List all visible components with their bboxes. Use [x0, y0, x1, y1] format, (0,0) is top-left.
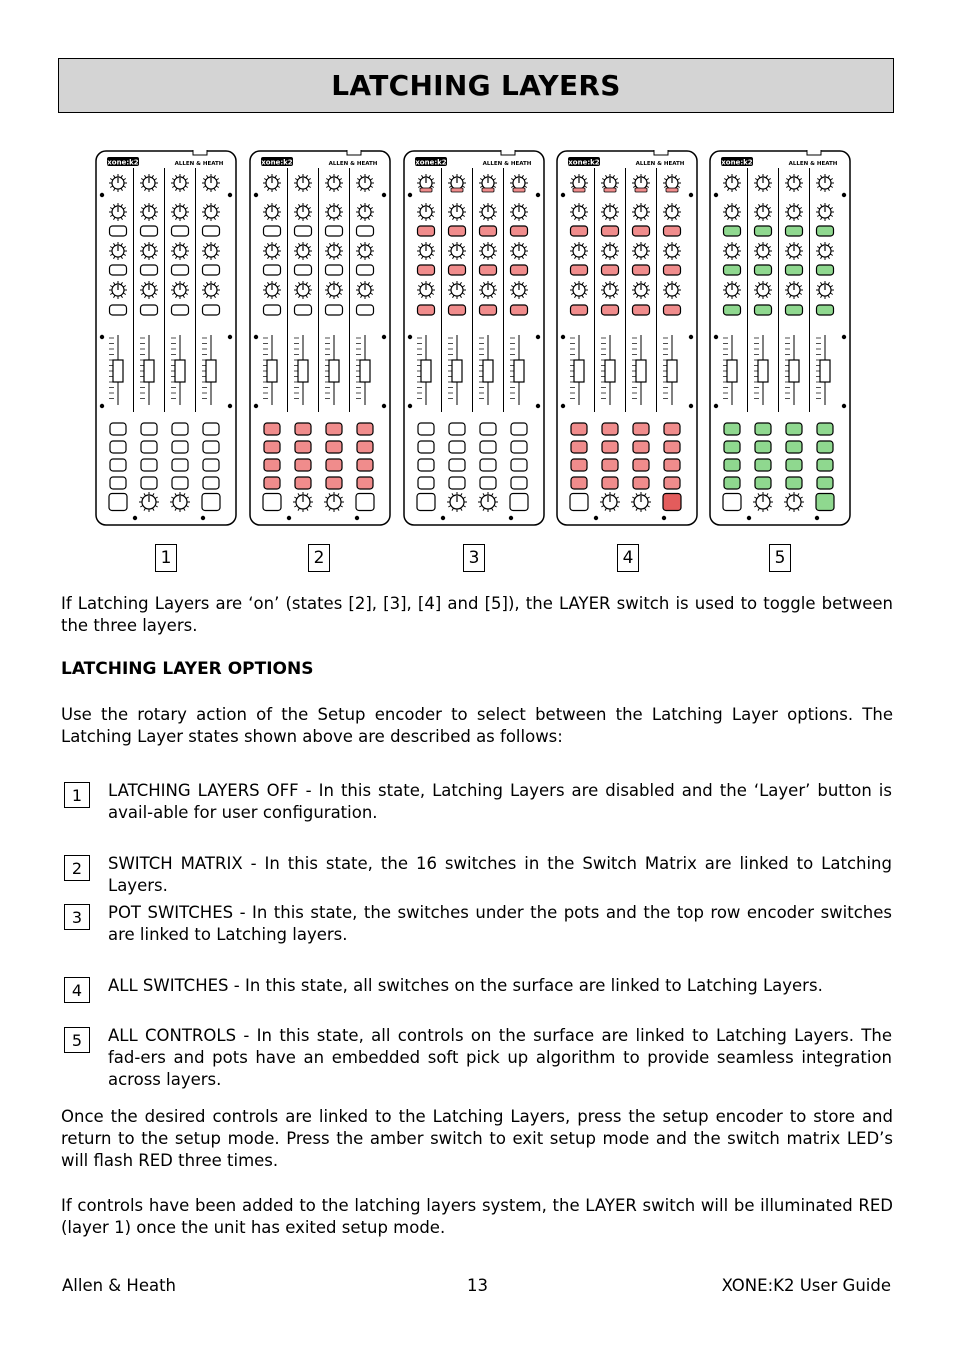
option-text: POT SWITCHES - In this state, the switches under the pots and the top row encoder switches are linked to Latching layers. — [108, 903, 892, 944]
usb-tab — [501, 150, 515, 155]
pot-switch — [511, 226, 528, 236]
option-item — [64, 780, 892, 824]
screw-dot — [689, 335, 693, 339]
exit-setup-button — [510, 494, 528, 511]
screw-dot — [287, 516, 291, 520]
fader-cap — [175, 360, 185, 382]
fader-cap — [483, 360, 493, 382]
matrix-switch — [817, 477, 833, 489]
pot-switch — [602, 226, 619, 236]
matrix-switch — [203, 423, 219, 435]
fader-cap — [329, 360, 339, 382]
pot-switch — [786, 226, 803, 236]
matrix-switch — [480, 477, 496, 489]
fader-cap — [267, 360, 277, 382]
screw-dot — [536, 335, 540, 339]
matrix-switch — [817, 423, 833, 435]
fader-cap — [758, 360, 768, 382]
matrix-switch — [724, 441, 740, 453]
matrix-switch — [724, 459, 740, 471]
brand-text: xone:k2 — [261, 158, 293, 167]
matrix-switch — [172, 423, 188, 435]
matrix-switch — [633, 477, 649, 489]
device-illustration — [249, 150, 391, 526]
matrix-switch — [511, 459, 527, 471]
matrix-switch — [480, 441, 496, 453]
pot-switch — [724, 265, 741, 275]
layer-paragraph: If controls have been added to the latching layers system, the LAYER switch will be illuminated RED (layer 1) once the unit has exited setup mode. — [61, 1196, 893, 1237]
matrix-switch — [449, 477, 465, 489]
matrix-switch — [110, 441, 126, 453]
footer-right: XONE:K2 User Guide — [721, 1276, 891, 1295]
pot-switch — [664, 226, 681, 236]
matrix-switch — [449, 441, 465, 453]
matrix-switch — [480, 459, 496, 471]
matrix-switch — [602, 459, 618, 471]
state-number-label: 4 — [617, 544, 639, 572]
pot-switch — [172, 265, 189, 275]
matrix-switch — [633, 441, 649, 453]
exit-setup-button — [356, 494, 374, 511]
screw-dot — [133, 516, 137, 520]
pot-switch — [295, 265, 312, 275]
screw-dot — [408, 404, 412, 408]
matrix-switch — [326, 441, 342, 453]
fader-cap — [514, 360, 524, 382]
pot-switch — [480, 305, 497, 315]
matrix-switch — [633, 423, 649, 435]
pot-switch — [755, 265, 772, 275]
pot-switch — [141, 305, 158, 315]
screw-dot — [254, 335, 258, 339]
footer-left: Allen & Heath — [62, 1276, 177, 1295]
screw-dot — [382, 193, 386, 197]
maker-text: ALLEN & HEATH — [328, 161, 378, 167]
matrix-switch — [571, 459, 587, 471]
pot-switch — [357, 226, 374, 236]
state-number-label: 2 — [308, 544, 330, 572]
option-item — [64, 975, 892, 1000]
encoder-switch-led — [635, 188, 647, 192]
matrix-switch — [418, 477, 434, 489]
matrix-switch — [602, 423, 618, 435]
screw-dot — [382, 404, 386, 408]
screw-dot — [355, 516, 359, 520]
fader-cap — [574, 360, 584, 382]
option-number-box: 2 — [64, 855, 90, 881]
fader-cap — [727, 360, 737, 382]
pot-switch — [203, 226, 220, 236]
screw-dot — [662, 516, 666, 520]
pot-switch — [172, 305, 189, 315]
screw-dot — [536, 404, 540, 408]
pot-switch — [326, 265, 343, 275]
matrix-switch — [357, 441, 373, 453]
matrix-switch — [172, 441, 188, 453]
matrix-switch — [110, 459, 126, 471]
matrix-switch — [449, 459, 465, 471]
matrix-switch — [418, 459, 434, 471]
pot-switch — [418, 305, 435, 315]
page-title-box — [58, 58, 894, 113]
matrix-switch — [511, 477, 527, 489]
matrix-switch — [203, 477, 219, 489]
matrix-switch — [326, 423, 342, 435]
screw-dot — [536, 193, 540, 197]
matrix-switch — [110, 477, 126, 489]
matrix-switch — [664, 441, 680, 453]
pot-switch — [817, 265, 834, 275]
pot-switch — [172, 226, 189, 236]
fader-cap — [636, 360, 646, 382]
option-number-box: 4 — [64, 977, 90, 1003]
fader-cap — [421, 360, 431, 382]
encoder-switch-led — [420, 188, 432, 192]
state-number-label: 1 — [155, 544, 177, 572]
pot-switch — [203, 265, 220, 275]
option-number-box: 3 — [64, 904, 90, 930]
matrix-switch — [817, 459, 833, 471]
device-illustration — [403, 150, 545, 526]
matrix-switch — [755, 423, 771, 435]
pot-switch — [449, 265, 466, 275]
matrix-switch — [264, 477, 280, 489]
screw-dot — [408, 335, 412, 339]
pot-switch — [571, 265, 588, 275]
state-number-label: 3 — [463, 544, 485, 572]
screw-dot — [594, 516, 598, 520]
pot-switch — [786, 265, 803, 275]
fader-cap — [360, 360, 370, 382]
pot-switch — [264, 265, 281, 275]
pot-switch — [295, 305, 312, 315]
matrix-switch — [664, 477, 680, 489]
matrix-switch — [326, 477, 342, 489]
matrix-switch — [817, 441, 833, 453]
maker-text: ALLEN & HEATH — [174, 161, 224, 167]
layer-button — [263, 494, 281, 511]
options-intro-paragraph: Use the rotary action of the Setup encoder to select between the Latching Layer options. The Latching Layer states shown above are described as follows: — [61, 705, 893, 746]
fader-cap — [113, 360, 123, 382]
pot-switch — [817, 305, 834, 315]
matrix-switch — [172, 477, 188, 489]
layer-button — [417, 494, 435, 511]
matrix-switch — [786, 459, 802, 471]
exit-setup-button — [816, 494, 834, 511]
option-number-box: 5 — [64, 1027, 90, 1053]
pot-switch — [571, 226, 588, 236]
matrix-switch — [786, 441, 802, 453]
pot-switch — [110, 305, 127, 315]
matrix-switch — [141, 459, 157, 471]
matrix-switch — [326, 459, 342, 471]
pot-switch — [664, 305, 681, 315]
pot-switch — [786, 305, 803, 315]
matrix-switch — [295, 459, 311, 471]
pot-switch — [633, 305, 650, 315]
matrix-switch — [141, 423, 157, 435]
screw-dot — [689, 193, 693, 197]
fader-cap — [667, 360, 677, 382]
pot-switch — [724, 305, 741, 315]
brand-text: xone:k2 — [107, 158, 139, 167]
exit-setup-button — [663, 494, 681, 511]
screw-dot — [842, 404, 846, 408]
matrix-switch — [571, 423, 587, 435]
encoder-switch-led — [604, 188, 616, 192]
pot-switch — [480, 226, 497, 236]
matrix-switch — [295, 441, 311, 453]
brand-text: xone:k2 — [568, 158, 600, 167]
pot-switch — [633, 226, 650, 236]
matrix-switch — [110, 423, 126, 435]
screw-dot — [561, 404, 565, 408]
screw-dot — [228, 404, 232, 408]
usb-tab — [654, 150, 668, 155]
pot-switch — [602, 305, 619, 315]
matrix-switch — [571, 477, 587, 489]
pot-switch — [664, 265, 681, 275]
pot-switch — [602, 265, 619, 275]
device-illustration — [709, 150, 851, 526]
state-number-label: 5 — [769, 544, 791, 572]
pot-switch — [418, 265, 435, 275]
fader-cap — [144, 360, 154, 382]
intro-paragraph: If Latching Layers are ‘on’ (states [2], [3], [4] and [5]), the LAYER switch is used to toggle between the three layers. — [61, 594, 893, 635]
layer-button — [570, 494, 588, 511]
pot-switch — [326, 305, 343, 315]
screw-dot — [100, 335, 104, 339]
pot-switch — [449, 226, 466, 236]
pot-switch — [141, 265, 158, 275]
matrix-switch — [172, 459, 188, 471]
encoder-switch-led — [573, 188, 585, 192]
pot-switch — [418, 226, 435, 236]
encoder-switch-led — [666, 188, 678, 192]
page-title: LATCHING LAYERS — [331, 69, 621, 102]
screw-dot — [561, 335, 565, 339]
matrix-switch — [357, 477, 373, 489]
pot-switch — [449, 305, 466, 315]
pot-switch — [357, 305, 374, 315]
option-text: ALL SWITCHES - In this state, all switches on the surface are linked to Latching Layers. — [108, 976, 823, 995]
encoder-switch-led — [513, 188, 525, 192]
screw-dot — [714, 193, 718, 197]
matrix-switch — [264, 459, 280, 471]
fader-cap — [789, 360, 799, 382]
brand-text: xone:k2 — [721, 158, 753, 167]
screw-dot — [747, 516, 751, 520]
pot-switch — [633, 265, 650, 275]
pot-switch — [511, 305, 528, 315]
usb-tab — [347, 150, 361, 155]
matrix-switch — [602, 441, 618, 453]
screw-dot — [100, 193, 104, 197]
screw-dot — [561, 193, 565, 197]
pot-switch — [755, 226, 772, 236]
screw-dot — [441, 516, 445, 520]
matrix-switch — [264, 423, 280, 435]
matrix-switch — [755, 459, 771, 471]
matrix-switch — [141, 477, 157, 489]
pot-switch — [724, 226, 741, 236]
screw-dot — [254, 404, 258, 408]
brand-text: xone:k2 — [415, 158, 447, 167]
usb-tab — [193, 150, 207, 155]
matrix-switch — [755, 441, 771, 453]
screw-dot — [228, 193, 232, 197]
encoder-switch-led — [451, 188, 463, 192]
option-text: ALL CONTROLS - In this state, all controls on the surface are linked to Latching Layers. The fad-ers and pots have an embedded soft pick up algorithm to provide seamless integration across layers. — [108, 1026, 892, 1089]
screw-dot — [842, 193, 846, 197]
pot-switch — [480, 265, 497, 275]
fader-cap — [298, 360, 308, 382]
matrix-switch — [724, 423, 740, 435]
pot-switch — [203, 305, 220, 315]
pot-switch — [264, 305, 281, 315]
matrix-switch — [511, 423, 527, 435]
screw-dot — [100, 404, 104, 408]
maker-text: ALLEN & HEATH — [482, 161, 532, 167]
matrix-switch — [295, 423, 311, 435]
screw-dot — [689, 404, 693, 408]
fader-cap — [452, 360, 462, 382]
matrix-switch — [203, 459, 219, 471]
option-item — [64, 853, 892, 897]
matrix-switch — [141, 441, 157, 453]
screw-dot — [714, 404, 718, 408]
pot-switch — [295, 226, 312, 236]
matrix-switch — [418, 441, 434, 453]
pot-switch — [110, 265, 127, 275]
matrix-switch — [602, 477, 618, 489]
pot-switch — [264, 226, 281, 236]
matrix-switch — [571, 441, 587, 453]
exit-setup-button — [202, 494, 220, 511]
screw-dot — [254, 193, 258, 197]
screw-dot — [714, 335, 718, 339]
matrix-switch — [264, 441, 280, 453]
screw-dot — [842, 335, 846, 339]
pot-switch — [326, 226, 343, 236]
matrix-switch — [295, 477, 311, 489]
option-number-box: 1 — [64, 782, 90, 808]
maker-text: ALLEN & HEATH — [788, 161, 838, 167]
pot-switch — [141, 226, 158, 236]
matrix-switch — [418, 423, 434, 435]
layer-button — [109, 494, 127, 511]
matrix-switch — [357, 459, 373, 471]
option-text: LATCHING LAYERS OFF - In this state, Latching Layers are disabled and the ‘Layer’ button is avail-able for user configuration. — [108, 781, 892, 822]
screw-dot — [408, 193, 412, 197]
matrix-switch — [664, 459, 680, 471]
option-text: SWITCH MATRIX - In this state, the 16 switches in the Switch Matrix are linked to Latching Layers. — [108, 854, 892, 895]
matrix-switch — [511, 441, 527, 453]
layer-button — [723, 494, 741, 511]
maker-text: ALLEN & HEATH — [635, 161, 685, 167]
fader-cap — [206, 360, 216, 382]
fader-cap — [820, 360, 830, 382]
pot-switch — [357, 265, 374, 275]
matrix-switch — [786, 423, 802, 435]
screw-dot — [201, 516, 205, 520]
store-paragraph: Once the desired controls are linked to the Latching Layers, press the setup encoder to store and return to the setup mode. Press the amber switch to exit setup mode and the switch matrix LED’s will flash RED three times. — [61, 1107, 893, 1170]
device-illustration — [556, 150, 698, 526]
screw-dot — [509, 516, 513, 520]
matrix-switch — [480, 423, 496, 435]
usb-tab — [807, 150, 821, 155]
matrix-switch — [203, 441, 219, 453]
options-heading: LATCHING LAYER OPTIONS — [61, 659, 314, 679]
pot-switch — [817, 226, 834, 236]
screw-dot — [382, 335, 386, 339]
encoder-switch-led — [482, 188, 494, 192]
matrix-switch — [633, 459, 649, 471]
matrix-switch — [786, 477, 802, 489]
pot-switch — [571, 305, 588, 315]
matrix-switch — [724, 477, 740, 489]
pot-switch — [511, 265, 528, 275]
matrix-switch — [664, 423, 680, 435]
pot-switch — [755, 305, 772, 315]
matrix-switch — [449, 423, 465, 435]
pot-switch — [110, 226, 127, 236]
device-illustration — [95, 150, 237, 526]
screw-dot — [228, 335, 232, 339]
matrix-switch — [357, 423, 373, 435]
footer-page-number: 13 — [467, 1276, 488, 1295]
option-item — [64, 902, 892, 946]
option-item — [64, 1025, 892, 1091]
matrix-switch — [755, 477, 771, 489]
fader-cap — [605, 360, 615, 382]
screw-dot — [815, 516, 819, 520]
